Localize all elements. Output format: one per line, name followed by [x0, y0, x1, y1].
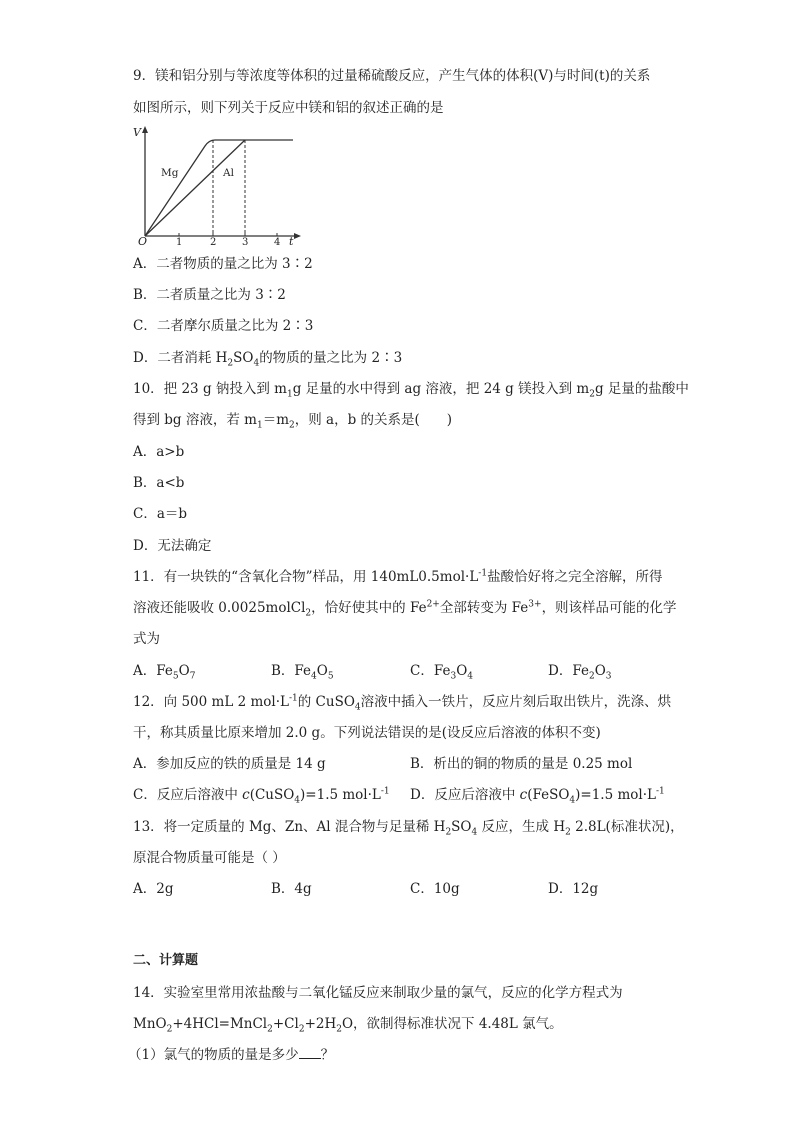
y-axis-arrow: [142, 126, 148, 133]
q11-stem-line-3: 式为: [133, 631, 160, 647]
q11-option-a: A．$Fe_5O_7$: [133, 663, 196, 682]
al-line: [145, 140, 245, 236]
q12-option-d: D．反应后溶液中 c(FeSO$_4$)=1.5 $mol\cdot L^{-1}$: [410, 786, 665, 806]
q9-option-c: C．二者摩尔质量之比为 2∶3: [133, 318, 314, 334]
tick-label: 1: [176, 237, 183, 246]
tick-label: 2: [210, 237, 217, 246]
q10-option-a: A．a>b: [133, 444, 185, 460]
al-label: Al: [223, 167, 234, 179]
q11-stem-line-1: 11．有一块铁的“含氧化合物”样品，用 $140mL0.5mol\cdot L^{-1}$盐酸恰好将之完全溶解，所得: [133, 568, 663, 585]
section-heading: 二、计算题: [133, 953, 199, 968]
q14-stem-line-2: $MnO_2+4HCl=MnCl_2+Cl_2+2H_2O$，欲制得标准状况下 4.48L 氯气。: [133, 1016, 563, 1035]
q11-option-b: B．$Fe_4O_5$: [271, 663, 334, 682]
q14-stem-line-1: 14．实验室里常用浓盐酸与二氧化锰反应来制取少量的氯气，反应的化学方程式为: [133, 985, 623, 1001]
q9-stem-line-2: 如图所示，则下列关于反应中镁和铝的叙述正确的是: [133, 100, 444, 116]
mg-label: Mg: [161, 167, 179, 179]
mg-curve: [145, 140, 293, 236]
q10-stem-line-1: 10．把 23 g 钠投入到 $m_1g$ 足量的水中得到 ag 溶液，把 24 g 镁投入到 $m_2g$ 足量的盐酸中: [133, 381, 689, 400]
q11-option-d: D．$Fe_2O_3$: [548, 663, 612, 682]
q9-stem-line-1: 9．镁和铝分别与等浓度等体积的过量稀硫酸反应，产生气体的体积(V)与时间(t)的关系: [133, 68, 651, 84]
q12-option-b: B．析出的铜的物质的量是 0.25 mol: [410, 756, 633, 772]
tick-label: 3: [242, 237, 249, 246]
q9-option-a: A．二者物质的量之比为 3∶2: [133, 256, 313, 272]
q13-stem-line-1: 13．将一定质量的 Mg、Zn、Al 混合物与足量稀 $H_2SO_4$ 反应，生成 $H_2$ 2.8L(标准状况)，: [133, 819, 684, 838]
q12-stem-line-2: 干，称其质量比原来增加 2.0 g。下列说法错误的是(设反应后溶液的体积不变): [133, 725, 601, 741]
x-axis-label: t: [289, 235, 294, 246]
q11-stem-line-2: 溶液还能吸收 0.0025molCl$_2$，恰好使其中的 $Fe^{2+}$全部转变为 $Fe^{3+}$，则该样品可能的化学: [133, 599, 677, 619]
q10-option-b: B．a<b: [133, 475, 185, 491]
q13-option-d: D．12g: [548, 881, 599, 897]
q10-stem-line-2: 得到 bg 溶液，若 $m_1=m_2$，则 a，b 的关系是( ): [133, 412, 453, 431]
q12-option-a: A．参加反应的铁的质量是 14 g: [133, 756, 326, 772]
q10-option-d: D．无法确定: [133, 538, 212, 554]
q10-option-c: C．a＝b: [133, 506, 188, 522]
q9-volume-time-graph: [131, 124, 303, 246]
q13-option-a: A．2g: [133, 881, 174, 897]
q14-sub-question-1: （1）氯气的物质的量是多少 ？: [128, 1047, 335, 1063]
answer-blank[interactable]: [299, 1046, 321, 1059]
q9-option-b: B．二者质量之比为 3∶2: [133, 287, 286, 303]
q12-option-c: C．反应后溶液中 c(CuSO$_4$)=1.5 $mol\cdot L^{-1}$: [133, 786, 390, 806]
q13-stem-line-2: 原混合物质量可能是（ ）: [133, 850, 286, 866]
y-axis-label: V: [133, 126, 141, 139]
tick-label: 4: [274, 237, 281, 246]
q9-option-d: D．二者消耗 $H_2SO_4$的物质的量之比为 2∶3: [133, 350, 403, 369]
q12-stem-line-1: 12．向 500 mL 2 $mol\cdot L^{-1}$的 CuSO$_4$溶液中插入一铁片，反应片刻后取出铁片，洗涤、烘: [133, 693, 672, 713]
origin-label: O: [138, 235, 148, 246]
x-axis-arrow: [294, 233, 301, 239]
q13-option-c: C．10g: [410, 881, 460, 897]
q13-option-b: B．4g: [271, 881, 312, 897]
q11-option-c: C．$Fe_3O_4$: [410, 663, 473, 682]
